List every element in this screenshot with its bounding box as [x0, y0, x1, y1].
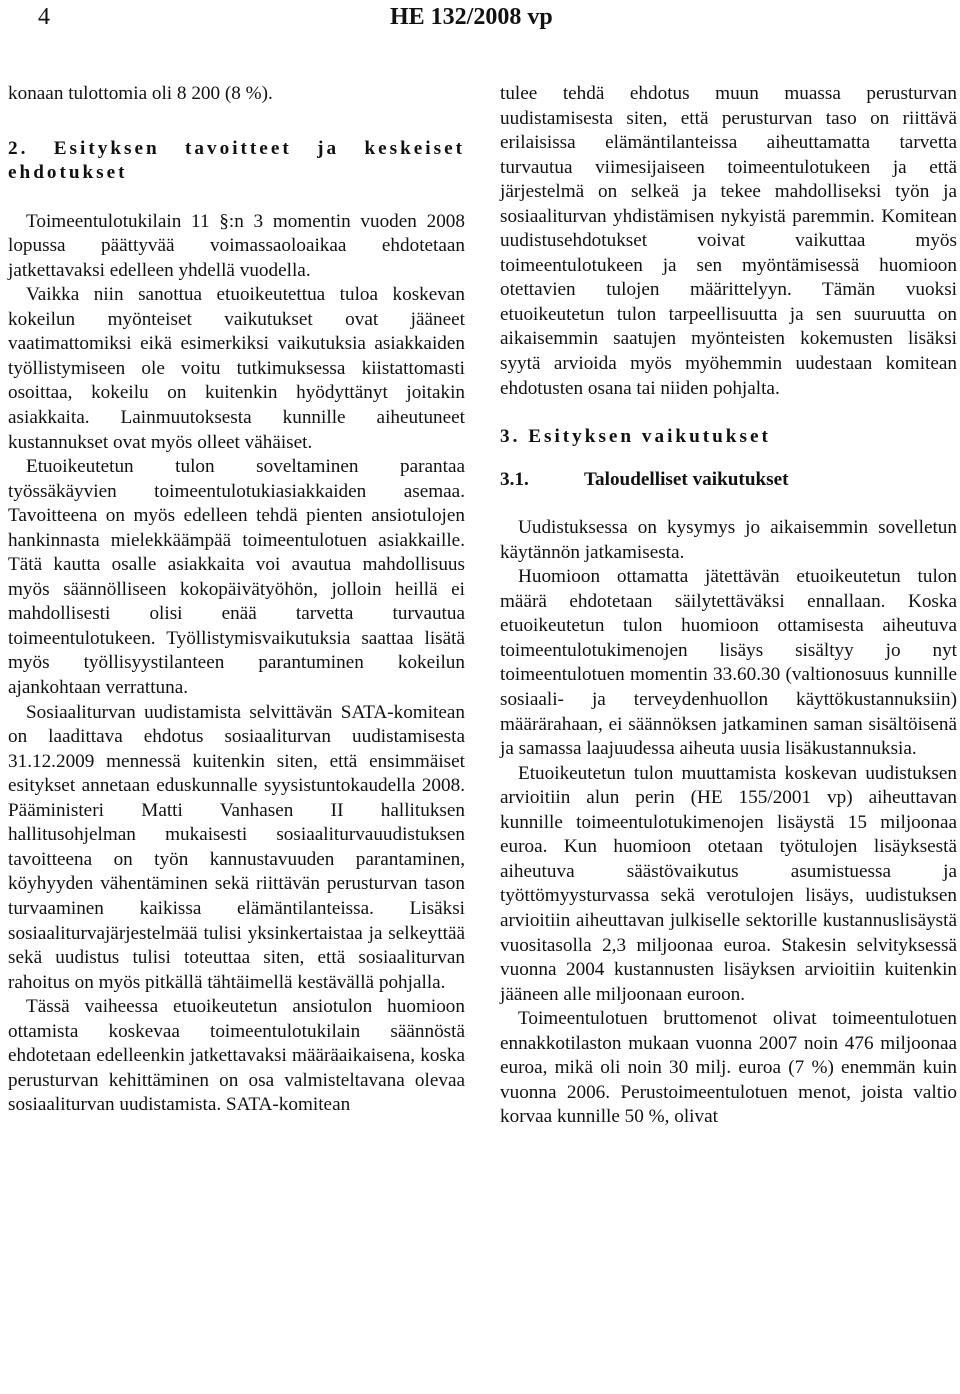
section-heading: 2. Esityksen tavoitteet ja keskeiset ehdotukset [8, 137, 465, 184]
paragraph: Etuoikeutetun tulon soveltaminen parantaa työssäkäyvien toimeentulotukiasiakkaiden asemaa. Tavoitteena on myös edelleen tehdä pienten ansiotulojen hankinnasta mielekkäämpää toimeentulotuen asiakkaille. Tätä kautta osalle asiakkaita voi avautua mahdollisuus myös säännölliseen kokopäivätyöhön, jolloin heillä ei mahdollisesti olisi enää tarvetta turvautua toimeentulotukeen. Työllistymisvaikutuksia saattaa lisätä myös työllisyystilanteen parantuminen kokeilun ajankohtaan verrattuna. [8, 456, 465, 699]
document-identifier: HE 132/2008 vp [390, 4, 553, 30]
paragraph: Vaikka niin sanottua etuoikeutettua tuloa koskevan kokeilun myönteiset vaikutukset ovat jääneet vaatimattomiksi eikä esimerkiksi vaikutuksia asiakkaiden työllistymiseen ole voitu tutkimuksessa kiistattomasti osoittaa, kokeilu on kuitenkin hyödyttänyt joitakin asiakkaita. Lainmuutoksesta kunnille aiheutuneet kustannukset ovat myös olleet vähäiset. [8, 284, 465, 453]
paragraph: Sosiaaliturvan uudistamista selvittävän SATA-komitean on laadittava ehdotus sosiaaliturvan uudistamisesta 31.12.2009 mennessä kuitenkin siten, että ensimmäiset esitykset annetaan eduskunnalle syysistuntokaudella 2008. Pääministeri Matti Vanhasen II hallituksen hallitusohjelman mukaisesti sosiaaliturvauudistuksen tavoitteena on työn kannustavuuden parantaminen, köyhyyden vähentäminen sekä riittävän perusturvan tason turvaaminen kaikissa elämäntilanteissa. Lisäksi sosiaaliturvajärjestelmää tulisi yksinkertaistaa ja selkeyttää sekä uudistus tulisi toteuttaa siten, että sosiaaliturvan rahoitus on myös pitkällä tähtäimellä kestävällä pohjalla. [8, 701, 465, 993]
subsection-title: Taloudelliset vaikutukset [584, 468, 789, 490]
page-number: 4 [38, 4, 50, 30]
intro-line: konaan tulottomia oli 8 200 (8 %). [8, 83, 273, 104]
subsection-heading [500, 468, 957, 493]
left-column [8, 82, 465, 1118]
paragraph: Toimeentulotuen bruttomenot olivat toimeentulotuen ennakkotilaston mukaan vuonna 2007 noin 476 miljoonaa euroa, mikä oli noin 30 milj. euroa (7 %) enemmän kuin vuonna 2006. Perustoimeentulotuen menot, joista valtio korvaa kunnille 50 %, olivat [500, 1008, 957, 1128]
paragraph-continuation: tulee tehdä ehdotus muun muassa perusturvan uudistamisesta siten, että perusturvan taso on riittävä erilaisissa elämäntilanteissa aiheuttamatta tarvetta turvautua viimesijaiseen toimeentulotukeen ja että järjestelmä on selkeä ja tekee mahdolliseksi työn ja sosiaaliturvan yhdistämisen nykyistä paremmin. Komitean uudistusehdotukset voivat vaikuttaa myös toimeentulotukeen ja sen myöntämisessä huomioon otettavien tulojen määrittelyyn. Tämän vuoksi etuoikeutetun tulon tarpeellisuutta ja sen suuruutta on aikaisemmin saatujen myönteisten kokemusten lisäksi syytä arvioida myös myöhemmin uudestaan komitean ehdotusten osana tai niiden pohjalta. [500, 83, 957, 399]
paragraph: Toimeentulotukilain 11 §:n 3 momentin vuoden 2008 lopussa päättyvää voimassaoloaikaa ehdotetaan jatkettavaksi edelleen yhdellä vuodella. [8, 210, 465, 281]
paragraph: Huomioon ottamatta jätettävän etuoikeutetun tulon määrä ehdotetaan säilytettäväksi ennallaan. Koska etuoikeutetun tulon huomioon ottamisesta aiheutuva toimeentulotukimenojen lisäys sisältyy jo nyt toimeentulotuen momentin 33.60.30 (valtionosuus kunnille sosiaali- ja terveydenhuollon käyttökustannuksiin) määrärahaan, ei säännöksen jatkaminen saman sisältöisenä ja samassa laajuudessa aiheuta uusia lisäkustannuksia. [500, 566, 957, 760]
right-column [500, 82, 957, 1130]
paragraph: Etuoikeutetun tulon muuttamista koskevan uudistuksen arvioitiin alun perin (HE 155/2001 vp) aiheuttavan kunnille toimeentulotukimenojen lisäystä 15 miljoonaa euroa. Kun huomioon otetaan työtulojen lisäyksestä aiheutuva säästövaikutus asumistuessa ja työttömyysturvassa sekä verotulojen lisäys, uudistuksen arvioitiin aiheuttavan julkiselle sektorille kustannuslisäystä vuositasolla 2,3 miljoonaa euroa. Stakesin selvityksessä vuonna 2004 kustannusten lisäyksen arvioitiin kuitenkin jääneen alle miljoonaan euroon. [500, 762, 957, 1005]
subsection-number: 3.1. [500, 468, 529, 490]
paragraph: Tässä vaiheessa etuoikeutetun ansiotulon huomioon ottamista koskevaa toimeentulotukilain säännöstä ehdotetaan edelleenkin jatkettavaksi määräaikaisena, koska perusturvan kehittäminen on osa valmisteltavana olevaa sosiaaliturvan uudistamista. SATA-komitean [8, 996, 465, 1116]
section-heading: 3. Esityksen vaikutukset [500, 426, 771, 448]
paragraph: Uudistuksessa on kysymys jo aikaisemmin sovelletun käytännön jatkamisesta. [500, 517, 957, 563]
